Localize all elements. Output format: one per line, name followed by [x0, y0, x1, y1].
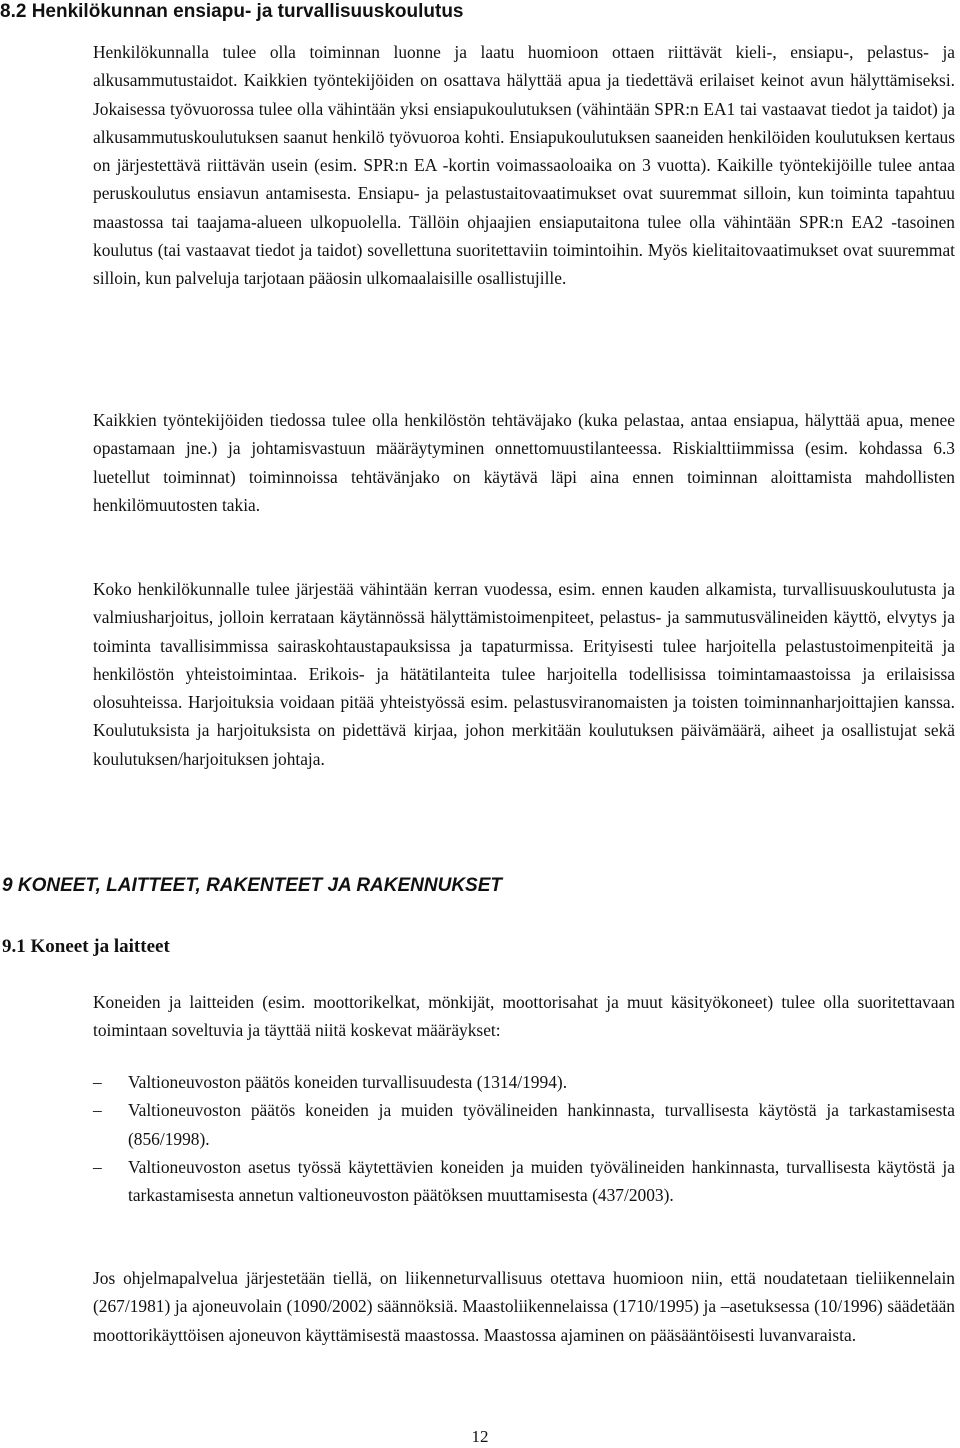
dash-bullet: –: [93, 1100, 102, 1121]
dash-bullet: –: [93, 1156, 102, 1177]
list-item: [93, 1096, 955, 1153]
page-number: 12: [471, 1427, 489, 1446]
list-item-text: Valtioneuvoston asetus työssä käytettävien koneiden ja muiden työvälineiden hankinnasta, turvallisesta käytöstä ja tarkastamisesta annetun valtioneuvoston päätöksen muuttamisesta (437/2003).: [128, 1156, 955, 1206]
paragraph-annual-training: Koko henkilökunnalle tulee järjestää vähintään kerran vuodessa, esim. ennen kauden alkamista, turvallisuuskoulutusta ja valmiusharjoitus, jolloin kerrataan käytännössä hälyttämistoimenpiteet, pelastus- ja sammutusvälineiden käyttö, elvytys ja toiminta tavallisimmissa sairaskohtaustapauksissa ja tapaturmissa. Erityisesti tulee harjoitella pelastustoimenpiteitä ja henkilöstön yhteistoimintaa. Erikois- ja hätätilanteita tulee harjoitella todellisissa toimintamaastoissa ja erilaisissa olosuhteissa. Harjoituksia voidaan pitää yhteistyössä esim. pelastusviranomaisten ja toisten toiminnanharjoittajien kanssa. Koulutuksista ja harjoituksista on pidettävä kirjaa, johon merkitään koulutuksen päivämäärä, aiheet ja osallistujat sekä koulutuksen/harjoituksen johtaja.: [93, 579, 955, 769]
paragraph-machines-intro: Koneiden ja laitteiden (esim. moottorikelkat, mönkijät, moottorisahat ja muut käsityökoneet) tulee olla suoritettavaan toimintaan soveltuvia ja täyttää niitä koskevat määräykset:: [93, 992, 955, 1041]
dash-bullet: –: [93, 1072, 102, 1092]
paragraph-road-traffic: Jos ohjelmapalvelua järjestetään tiellä, on liikenneturvallisuus otettava huomioon niin, että noudatetaan tieliikennelain (267/1981) ja ajoneuvolain (1090/2002) säännöksiä. Maastoliikennelaissa (1710/1995) ja –asetuksessa (10/1996) säädetään moottorikäyttöisen ajoneuvon käyttämisestä maastossa. Maastossa ajaminen on pääsääntöisesti luvanvaraista.: [93, 1268, 955, 1345]
list-item: [93, 1153, 955, 1210]
list-item-text: Valtioneuvoston päätös koneiden turvallisuudesta (1314/1994).: [128, 1072, 568, 1092]
regulations-list: [93, 1068, 955, 1209]
chapter-heading-9: 9 KONEET, LAITTEET, RAKENTEET JA RAKENNUKSET: [2, 875, 503, 896]
paragraph-division-of-tasks: Kaikkien työntekijöiden tiedossa tulee olla henkilöstön tehtäväjako (kuka pelastaa, antaa ensiapua, hälyttää apua, menee opastamaan jne.) ja johtamisvastuun määräytyminen onnettomuustilanteessa. Riskialttiimmissa (esim. kohdassa 6.3 luetellut toiminnat) toiminnoissa tehtävänjako on käytävä läpi aina ennen toiminnan aloittamista mahdollisten henkilömuutosten takia.: [93, 410, 955, 515]
section-heading-9-1: 9.1 Koneet ja laitteet: [2, 936, 170, 957]
paragraph-training-requirements: Henkilökunnalla tulee olla toiminnan luonne ja laatu huomioon ottaen riittävät kieli-, ensiapu-, pelastus- ja alkusammutustaidot. Kaikkien työntekijöiden on osattava hälyttää apua ja tiedettävä erilaiset keinot avun hälyttämiseksi. Jokaisessa työvuorossa tulee olla vähintään yksi ensiapukoulutuksen (vähintään SPR:n EA1 tai vastaavat tiedot ja taidot) ja alkusammutuskoulutuksen saanut henkilö työvuoroa kohti. Ensiapukoulutuksen saaneiden henkilöiden koulutuksen kertaus on järjestettävä riittävän usein (esim. SPR:n EA -kortin voimassaoloaika on 3 vuotta). Kaikille työntekijöille tulee antaa peruskoulutus ensiavun antamisesta. Ensiapu- ja pelastustaitovaatimukset ovat suuremmat silloin, kun toiminta tapahtuu maastossa tai taajama-alueen ulkopuolella. Tällöin ohjaajien ensiaputaitona tulee olla vähintään SPR:n EA2 -tasoinen koulutus (tai vastaavat tiedot ja taidot) sovellettuna suoritettaviin toimintoihin. Myös kielitaitovaatimukset ovat suuremmat silloin, kun palveluja tarjotaan pääosin ulkomaalaisille osallistujille.: [93, 42, 955, 289]
list-item: [93, 1068, 955, 1096]
list-item-text: Valtioneuvoston päätös koneiden ja muiden työvälineiden hankinnasta, turvallisesta käytöstä ja tarkastamisesta (856/1998).: [128, 1100, 955, 1149]
section-heading-8-2: 8.2 Henkilökunnan ensiapu- ja turvallisuuskoulutus: [0, 1, 464, 22]
